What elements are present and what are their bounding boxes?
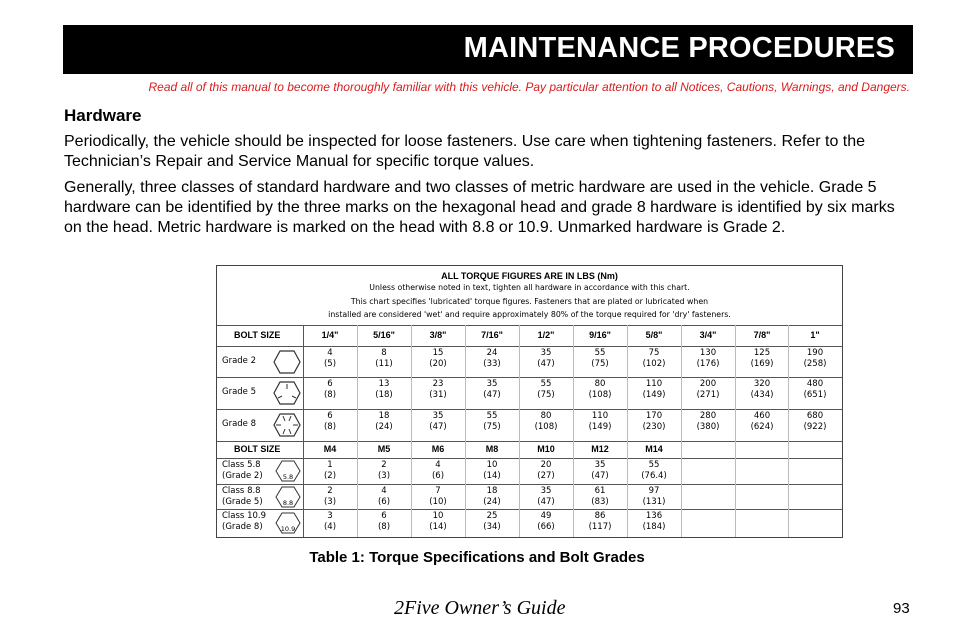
metric-head-5-8-icon bbox=[275, 460, 301, 485]
torque-nm: (149) bbox=[588, 422, 612, 432]
grid-rule bbox=[217, 377, 842, 378]
torque-lbs: 23 bbox=[432, 379, 444, 389]
table-row bbox=[217, 458, 842, 484]
torque-nm: (47) bbox=[591, 471, 609, 481]
torque-lbs: 55 bbox=[594, 348, 606, 358]
torque-nm: (230) bbox=[642, 422, 666, 432]
bolt-size-cell: M5 bbox=[377, 444, 391, 454]
torque-nm: (4) bbox=[323, 522, 337, 532]
class-name: Class 8.8 bbox=[222, 486, 261, 496]
torque-lbs: 2 bbox=[381, 460, 387, 470]
torque-lbs: 4 bbox=[381, 486, 387, 496]
torque-lbs: 110 bbox=[591, 411, 609, 421]
torque-nm: (75) bbox=[591, 359, 609, 369]
torque-nm: (6) bbox=[431, 471, 445, 481]
torque-value-cell bbox=[519, 484, 573, 509]
torque-value-cell bbox=[357, 484, 411, 509]
torque-value-cell bbox=[681, 409, 735, 441]
torque-nm: (922) bbox=[803, 422, 827, 432]
torque-value-cell bbox=[573, 458, 627, 484]
torque-value-cell bbox=[519, 509, 573, 537]
torque-value-cell bbox=[627, 346, 681, 377]
torque-value-cell bbox=[573, 346, 627, 377]
torque-value-cell bbox=[357, 458, 411, 484]
torque-lbs: 80 bbox=[594, 379, 606, 389]
grade-label: Grade 8 bbox=[222, 419, 257, 429]
torque-value-cell bbox=[465, 409, 519, 441]
torque-nm: (8) bbox=[323, 390, 337, 400]
torque-lbs: 55 bbox=[648, 460, 660, 470]
bolt-size-cell: M6 bbox=[431, 444, 445, 454]
bolt-size-header-row bbox=[217, 325, 842, 346]
torque-lbs: 20 bbox=[540, 460, 552, 470]
grade-label: Grade 5 bbox=[222, 387, 257, 397]
torque-table-note: Unless otherwise noted in text, tighten all hardware in accordance with this chart. bbox=[369, 283, 690, 292]
torque-value-cell bbox=[627, 409, 681, 441]
bolt-size-cell: 5/16" bbox=[373, 330, 395, 340]
grid-divider bbox=[681, 325, 682, 537]
torque-lbs: 25 bbox=[486, 511, 498, 521]
torque-lbs: 35 bbox=[486, 379, 498, 389]
class-grade: (Grade 2) bbox=[222, 471, 263, 481]
torque-lbs: 460 bbox=[753, 411, 771, 421]
row-label-cell bbox=[217, 509, 303, 537]
torque-value-cell bbox=[411, 458, 465, 484]
torque-lbs: 6 bbox=[381, 511, 387, 521]
bolt-size-label: BOLT SIZE bbox=[234, 444, 281, 454]
torque-nm: (434) bbox=[750, 390, 774, 400]
grid-rule bbox=[217, 441, 842, 442]
torque-nm: (380) bbox=[696, 422, 720, 432]
torque-lbs: 61 bbox=[594, 486, 606, 496]
torque-lbs: 35 bbox=[594, 460, 606, 470]
bolt-size-label: BOLT SIZE bbox=[234, 330, 281, 340]
torque-lbs: 130 bbox=[699, 348, 717, 358]
torque-lbs: 110 bbox=[645, 379, 663, 389]
header-bar bbox=[63, 25, 913, 74]
bolt-size-header-row bbox=[217, 441, 842, 458]
torque-table-title: ALL TORQUE FIGURES ARE IN LBS (Nm) bbox=[441, 271, 618, 281]
bolt-size-cell bbox=[788, 441, 842, 458]
torque-nm: (149) bbox=[642, 390, 666, 400]
torque-nm: (27) bbox=[537, 471, 555, 481]
class-name: Class 5.8 bbox=[222, 460, 261, 470]
grid-rule bbox=[217, 325, 842, 326]
bolt-size-cell bbox=[735, 441, 789, 458]
bolt-size-cell: M4 bbox=[323, 444, 337, 454]
torque-value-cell bbox=[411, 509, 465, 537]
grid-divider bbox=[573, 325, 574, 537]
torque-nm: (31) bbox=[429, 390, 447, 400]
torque-lbs: 24 bbox=[486, 348, 498, 358]
torque-value-cell bbox=[788, 377, 842, 409]
torque-value-cell bbox=[357, 409, 411, 441]
metric-head-8-8-icon bbox=[275, 486, 301, 511]
torque-nm: (169) bbox=[750, 359, 774, 369]
warning-notice: Read all of this manual to become thoroughly familiar with this vehicle. Pay particular attention to all Notices, Cautions, Warnings, and Dangers. bbox=[148, 80, 910, 94]
torque-value-cell bbox=[681, 346, 735, 377]
torque-nm: (75) bbox=[537, 390, 555, 400]
class-label bbox=[222, 460, 263, 482]
torque-value-cell bbox=[788, 409, 842, 441]
torque-value-cell bbox=[411, 409, 465, 441]
torque-nm: (47) bbox=[483, 390, 501, 400]
torque-value-cell bbox=[465, 346, 519, 377]
torque-nm: (47) bbox=[537, 359, 555, 369]
torque-lbs: 13 bbox=[378, 379, 390, 389]
torque-nm: (76.4) bbox=[641, 471, 667, 481]
torque-lbs: 8 bbox=[381, 348, 387, 358]
torque-value-cell bbox=[681, 377, 735, 409]
torque-nm: (176) bbox=[696, 359, 720, 369]
torque-nm: (34) bbox=[483, 522, 501, 532]
torque-value-cell bbox=[357, 509, 411, 537]
grid-divider bbox=[303, 325, 304, 537]
torque-value-cell bbox=[735, 377, 789, 409]
torque-lbs: 136 bbox=[645, 511, 663, 521]
torque-value-cell bbox=[627, 377, 681, 409]
grid-divider bbox=[627, 325, 628, 537]
torque-nm: (20) bbox=[429, 359, 447, 369]
torque-value-cell bbox=[303, 458, 357, 484]
torque-value-cell bbox=[303, 509, 357, 537]
torque-lbs: 10 bbox=[486, 460, 498, 470]
torque-lbs: 35 bbox=[432, 411, 444, 421]
torque-lbs: 35 bbox=[540, 486, 552, 496]
section-heading: Hardware bbox=[64, 106, 142, 125]
torque-value-cell bbox=[627, 458, 681, 484]
torque-lbs: 49 bbox=[540, 511, 552, 521]
torque-lbs: 2 bbox=[327, 486, 333, 496]
torque-nm: (102) bbox=[642, 359, 666, 369]
torque-nm: (14) bbox=[483, 471, 501, 481]
torque-value-cell bbox=[519, 377, 573, 409]
grid-rule bbox=[217, 509, 842, 510]
grid-divider bbox=[519, 325, 520, 537]
metric-head-10-9-icon bbox=[275, 512, 301, 537]
torque-nm: (6) bbox=[377, 497, 391, 507]
row-label-cell bbox=[217, 458, 303, 484]
torque-lbs: 280 bbox=[699, 411, 717, 421]
class-label bbox=[222, 486, 263, 508]
grid-rule bbox=[217, 458, 842, 459]
torque-value-cell bbox=[519, 409, 573, 441]
bolt-size-cell: M12 bbox=[591, 444, 609, 454]
head-marking: 5.8 bbox=[282, 473, 294, 481]
torque-nm: (3) bbox=[377, 471, 391, 481]
grid-rule bbox=[217, 409, 842, 410]
torque-nm: (8) bbox=[323, 422, 337, 432]
torque-value-cell bbox=[303, 346, 357, 377]
torque-nm: (624) bbox=[750, 422, 774, 432]
bolt-size-cell: 7/8" bbox=[753, 330, 771, 340]
torque-nm: (18) bbox=[375, 390, 393, 400]
torque-value-cell bbox=[627, 484, 681, 509]
torque-lbs: 4 bbox=[327, 348, 333, 358]
torque-value-cell bbox=[573, 377, 627, 409]
paragraph-inspection: Periodically, the vehicle should be inspected for loose fasteners. Use care when tightening fasteners. Refer to the Technician’s Repair and Service Manual for specific torque values. bbox=[64, 133, 866, 170]
torque-nm: (24) bbox=[375, 422, 393, 432]
torque-lbs: 3 bbox=[327, 511, 333, 521]
torque-value-cell bbox=[627, 509, 681, 537]
page-title: MAINTENANCE PROCEDURES bbox=[463, 32, 895, 64]
row-label-cell bbox=[217, 484, 303, 509]
torque-nm: (108) bbox=[588, 390, 612, 400]
torque-lbs: 97 bbox=[648, 486, 660, 496]
row-label-cell bbox=[217, 346, 303, 377]
torque-value-cell bbox=[735, 346, 789, 377]
class-name: Class 10.9 bbox=[222, 511, 266, 521]
torque-lbs: 1 bbox=[327, 460, 333, 470]
grid-rule bbox=[217, 346, 842, 347]
torque-nm: (271) bbox=[696, 390, 720, 400]
torque-lbs: 190 bbox=[806, 348, 824, 358]
torque-lbs: 18 bbox=[378, 411, 390, 421]
torque-lbs: 75 bbox=[648, 348, 660, 358]
torque-value-cell bbox=[788, 346, 842, 377]
torque-lbs: 86 bbox=[594, 511, 606, 521]
torque-nm: (5) bbox=[323, 359, 337, 369]
torque-lbs: 480 bbox=[806, 379, 824, 389]
torque-value-cell bbox=[411, 484, 465, 509]
table-row bbox=[217, 509, 842, 537]
torque-lbs: 170 bbox=[645, 411, 663, 421]
table-row bbox=[217, 409, 842, 441]
torque-lbs: 10 bbox=[432, 511, 444, 521]
bolt-size-cell: 5/8" bbox=[645, 330, 663, 340]
torque-value-cell bbox=[573, 484, 627, 509]
torque-lbs: 200 bbox=[699, 379, 717, 389]
torque-nm: (66) bbox=[537, 522, 555, 532]
torque-nm: (10) bbox=[429, 497, 447, 507]
torque-table-note: installed are considered 'wet' and require approximately 80% of the torque required for 'dry' fasteners. bbox=[328, 310, 731, 319]
torque-nm: (75) bbox=[483, 422, 501, 432]
grid-rule bbox=[217, 484, 842, 485]
table-row bbox=[217, 377, 842, 409]
grid-divider bbox=[465, 325, 466, 537]
row-label-cell bbox=[217, 377, 303, 409]
hex-head-grade5-icon bbox=[273, 381, 301, 408]
torque-nm: (108) bbox=[534, 422, 558, 432]
torque-lbs: 4 bbox=[435, 460, 441, 470]
table-row bbox=[217, 484, 842, 509]
torque-value-cell bbox=[465, 377, 519, 409]
torque-lbs: 320 bbox=[753, 379, 771, 389]
bolt-size-cell: 3/8" bbox=[429, 330, 447, 340]
torque-value-cell bbox=[303, 409, 357, 441]
torque-lbs: 680 bbox=[806, 411, 824, 421]
bolt-size-cell: M8 bbox=[485, 444, 499, 454]
torque-nm: (131) bbox=[642, 497, 666, 507]
torque-nm: (2) bbox=[323, 471, 337, 481]
head-marking: 10.9 bbox=[280, 525, 296, 533]
torque-nm: (11) bbox=[375, 359, 393, 369]
table-row bbox=[217, 346, 842, 377]
torque-lbs: 35 bbox=[540, 348, 552, 358]
bolt-size-cell bbox=[681, 441, 735, 458]
row-label-cell bbox=[217, 441, 303, 458]
torque-nm: (3) bbox=[323, 497, 337, 507]
torque-nm: (258) bbox=[803, 359, 827, 369]
torque-nm: (117) bbox=[588, 522, 612, 532]
torque-table bbox=[216, 265, 843, 538]
torque-nm: (24) bbox=[483, 497, 501, 507]
torque-value-cell bbox=[573, 409, 627, 441]
row-label-cell bbox=[217, 409, 303, 441]
bolt-size-cell: 7/16" bbox=[481, 330, 503, 340]
grid-divider bbox=[411, 325, 412, 537]
torque-table-header bbox=[217, 266, 842, 325]
torque-lbs: 18 bbox=[486, 486, 498, 496]
torque-value-cell bbox=[357, 346, 411, 377]
row-label-cell bbox=[217, 325, 303, 346]
torque-value-cell bbox=[573, 509, 627, 537]
torque-lbs: 15 bbox=[432, 348, 444, 358]
paragraph-hardware-classes: Generally, three classes of standard hardware and two classes of metric hardware are used in the vehicle. Grade 5 hardware can be identified by the three marks on the hexagonal head and grade 8 hardware is identified by six marks on the head. Metric hardware is marked on the head with 8.8 or 10.9. Unmarked hardware is Grade 2. bbox=[64, 179, 895, 236]
torque-nm: (14) bbox=[429, 522, 447, 532]
grid-divider bbox=[357, 325, 358, 537]
torque-value-cell bbox=[465, 458, 519, 484]
torque-lbs: 125 bbox=[753, 348, 771, 358]
grid-divider bbox=[735, 325, 736, 537]
torque-value-cell bbox=[735, 409, 789, 441]
bolt-size-cell: M10 bbox=[537, 444, 555, 454]
torque-nm: (33) bbox=[483, 359, 501, 369]
torque-value-cell bbox=[303, 484, 357, 509]
torque-table-note: This chart specifies 'lubricated' torque figures. Fasteners that are plated or lubricated when bbox=[350, 297, 709, 306]
torque-value-cell bbox=[303, 377, 357, 409]
bolt-size-cell: 3/4" bbox=[699, 330, 717, 340]
torque-value-cell bbox=[465, 484, 519, 509]
torque-value-cell bbox=[519, 458, 573, 484]
bolt-size-cell: M14 bbox=[645, 444, 663, 454]
torque-nm: (47) bbox=[537, 497, 555, 507]
page-number: 93 bbox=[893, 600, 910, 617]
bolt-size-cell: 9/16" bbox=[589, 330, 611, 340]
torque-lbs: 55 bbox=[486, 411, 498, 421]
grade-label: Grade 2 bbox=[222, 355, 257, 366]
torque-nm: (83) bbox=[591, 497, 609, 507]
bolt-size-cell: 1/2" bbox=[537, 330, 555, 340]
hex-head-grade2-icon bbox=[273, 350, 301, 377]
torque-value-cell bbox=[357, 377, 411, 409]
class-label bbox=[222, 511, 266, 533]
bolt-size-cell: 1" bbox=[810, 330, 820, 340]
footer-guide-title: 2Five Owner’s Guide bbox=[394, 597, 566, 619]
bolt-size-cell: 1/4" bbox=[321, 330, 339, 340]
torque-lbs: 80 bbox=[540, 411, 552, 421]
torque-lbs: 7 bbox=[435, 486, 441, 496]
torque-lbs: 6 bbox=[327, 411, 333, 421]
torque-nm: (651) bbox=[803, 390, 827, 400]
torque-value-cell bbox=[411, 377, 465, 409]
torque-value-cell bbox=[411, 346, 465, 377]
hex-head-grade8-icon bbox=[273, 413, 301, 440]
torque-lbs: 55 bbox=[540, 379, 552, 389]
table-caption: Table 1: Torque Specifications and Bolt Grades bbox=[309, 549, 645, 566]
torque-nm: (47) bbox=[429, 422, 447, 432]
head-marking: 8.8 bbox=[282, 498, 294, 507]
class-grade: (Grade 8) bbox=[222, 522, 263, 532]
torque-value-cell bbox=[519, 346, 573, 377]
torque-value-cell bbox=[465, 509, 519, 537]
class-grade: (Grade 5) bbox=[222, 497, 263, 507]
torque-nm: (8) bbox=[377, 522, 391, 532]
grid-divider bbox=[788, 325, 789, 537]
torque-lbs: 6 bbox=[327, 379, 333, 389]
torque-nm: (184) bbox=[642, 522, 666, 532]
